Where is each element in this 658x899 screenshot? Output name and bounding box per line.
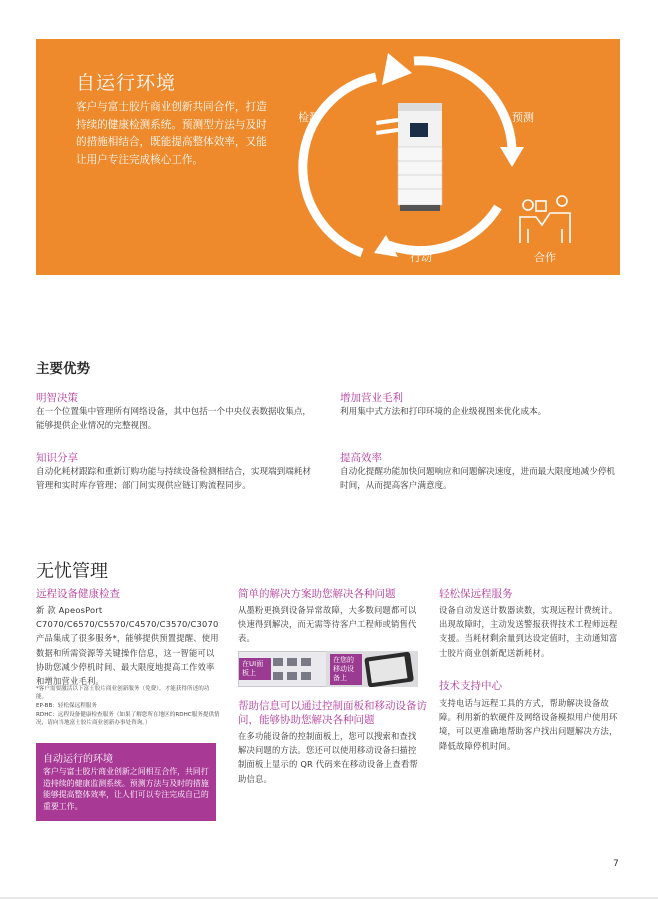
autonomous-environment-box [36,743,216,821]
help-info-title: 帮助信息可以通过控制面板和移动设备访问，能够协助您解决各种问题 [238,700,427,726]
remote-health-check-body: 新 款 ApeosPort C7070/C6570/C5570/C4570/C3570/C3070产品集成了很多服务*，能够提供预置提醒、使用数据和所需资源等关键操作信息，这一智能可以协助您减少停机时间、最大限度地提高工作效率和增加营业毛利。 [36,605,219,687]
mobile-device-tag: 在您的移动设备上 [330,654,362,685]
cycle-arrow-bottom [388,207,498,251]
page-number: 7 [613,859,619,869]
hero-description: 客户与富士胶片商业创新共同合作，打造持续的健康检测系统。预测型方法与及时的措施相结合，既能提高整体效率，又能让用户专注完成核心工作。 [76,101,267,166]
ui-panel-tag: 在UI面板上 [239,658,271,680]
advantage-title: 增加营业毛利 [340,392,403,404]
advantage-title: 提高效率 [340,452,382,464]
footnote: EP-BB：轻松保远程服务 [36,703,98,709]
advantage-title: 明智决策 [36,392,78,404]
cycle-label-action: 行动 [410,251,432,264]
main-advantages-heading: 主要优势 [36,361,90,377]
remote-service-title: 轻松保远程服务 [439,588,513,600]
cycle-label-detect: 检测 [298,111,320,124]
autonomous-environment-body: 客户与富士胶片商业创新之间相互合作，共同打造持续的健康监测系统。预测方法与及时的措施能够提高整体效率，让人们可以专注完成自己的重要工作。 [43,767,209,811]
cycle-arrow-top-left [303,77,376,253]
mobile-device-screenshot [326,651,418,687]
help-info-body: 在多功能设备的控制面板上，您可以搜索和查找解决问题的方法。您还可以使用移动设备扫描控制面板上显示的 QR 代码来在移动设备上查看帮助信息。 [238,731,418,784]
remote-service-body: 设备自动发送计数器读数，实现远程计费统计。出现故障时，主动发送警报获得技术工程师远程支援。当耗材剩余量到达设定值时，主动通知富士胶片商业创新配送新耗材。 [439,605,618,658]
cooperation-icon [520,196,570,243]
cycle-label-predict: 预测 [512,111,534,124]
easy-solution-body: 从墨粉更换到设备异常故障，大多数问题都可以快速得到解决，而无需等待客户工程师或销售代表。 [238,605,417,644]
hero-banner [36,39,620,275]
cycle-label-cooperate: 合作 [534,251,556,264]
remote-health-check-title: 远程设备健康检查 [36,588,120,600]
cycle-diagram [36,39,620,275]
advantage-body: 自动化提醒功能加快问题响应和问题解决速度，进而最大限度地减少停机时间，从而提高客户满意度。 [340,467,616,491]
tech-support-body: 支持电话与远程工具的方式，帮助解决设备故障。利用新的软硬件及网络设备模拟用户使用环境，可以更准确地帮助客户找出问题解决方法，降低故障停机时间。 [439,698,618,751]
advantage-title: 知识分享 [36,452,78,464]
advantage-body: 在一个位置集中管理所有网络设备，其中包括一个中央仪表数据收集点，能够提供企业情况的完整视图。 [36,407,312,431]
worry-free-heading: 无忧管理 [36,561,108,582]
easy-solution-title: 简单的解决方案助您解决各种问题 [238,588,396,600]
printer-illustration [376,103,442,211]
autonomous-environment-title: 自动运行的环境 [43,754,113,765]
footnote: *客户需要激活以下富士胶片商业创新服务（免费），才能获得所述的功能。 [36,686,210,700]
hero-title: 自运行环境 [76,72,177,94]
ui-panel-screenshot [238,651,330,687]
tech-support-title: 技术支持中心 [439,680,502,692]
footnote: RDHC：远程设备健康检查服务（如果了解您所在地区的RDHC服务提供情况，请向当地富士胶片商业创新办事处咨询。） [36,712,220,726]
arrowhead-top [382,53,412,85]
advantage-body: 利用集中式方法和打印环境的企业级视图来优化成本。 [340,407,547,417]
advantage-body: 自动化耗材跟踪和重新订购功能与持续设备检测相结合，实现端到端耗材管理和实时库存管理；部门间实现供应链订购流程同步。 [36,467,312,491]
arrowhead-right [500,147,524,167]
